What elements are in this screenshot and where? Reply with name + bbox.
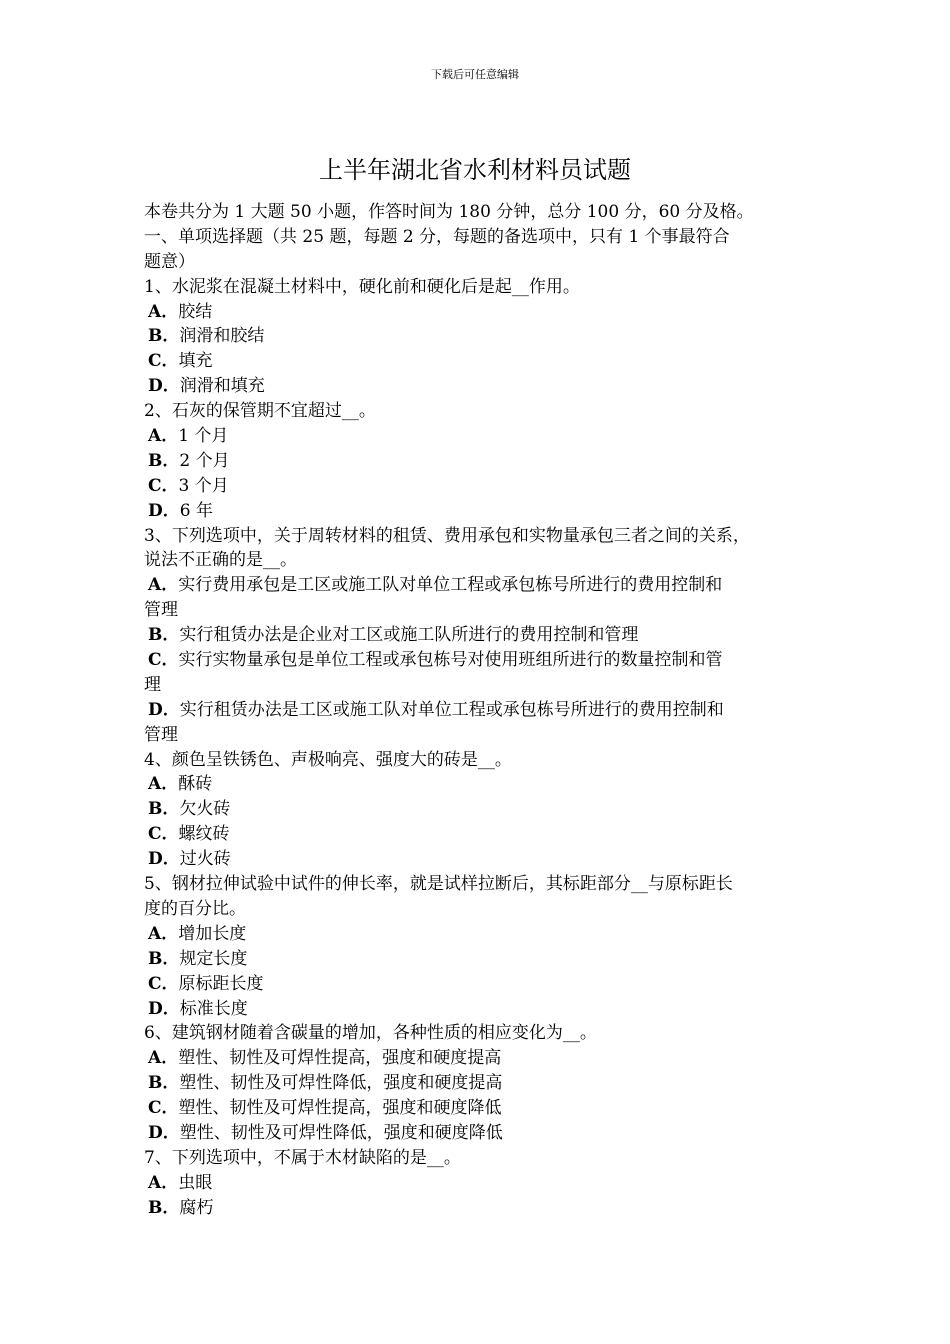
answer-option-continued: 管理 xyxy=(144,724,178,745)
question-text: 1、水泥浆在混凝土材料中，硬化前和硬化后是起__作用。 xyxy=(144,276,580,297)
answer-option xyxy=(144,922,822,947)
answer-option xyxy=(144,499,822,524)
question-text: 度的百分比。 xyxy=(144,898,246,919)
header-note: 下载后可任意编辑 xyxy=(431,68,519,81)
exam-intro: 本卷共分为 1 大题 50 小题，作答时间为 180 分钟，总分 100 分，60 分及格。 xyxy=(144,202,754,222)
option-letter: C． xyxy=(148,824,179,845)
option-letter: A． xyxy=(148,426,179,447)
option-letter: A． xyxy=(148,575,179,596)
option-text: 塑性、韧性及可焊性降低，强度和硬度降低 xyxy=(179,1122,503,1143)
option-letter: D． xyxy=(148,500,180,521)
answer-option xyxy=(144,847,822,872)
option-letter: A． xyxy=(148,301,179,322)
option-text: 塑性、韧性及可焊性提高，强度和硬度降低 xyxy=(178,1098,502,1119)
option-text: 螺纹砖 xyxy=(178,824,230,845)
document-body xyxy=(144,200,822,1221)
question-text: 5、钢材拉伸试验中试件的伸长率，就是试样拉断后，其标距部分__与原标距长 xyxy=(144,874,733,895)
option-text: 实行实物量承包是单位工程或承包栋号对使用班组所进行的数量控制和管 xyxy=(178,650,723,671)
answer-option xyxy=(144,947,822,972)
option-text: 规定长度 xyxy=(179,948,248,969)
question-block xyxy=(144,524,822,748)
answer-option xyxy=(144,300,822,325)
answer-option xyxy=(144,1171,822,1196)
option-text: 实行租赁办法是工区或施工队对单位工程或承包栋号所进行的费用控制和 xyxy=(179,699,724,720)
option-text: 3 个月 xyxy=(178,475,229,496)
option-text: 实行费用承包是工区或施工队对单位工程或承包栋号所进行的费用控制和 xyxy=(178,575,723,596)
answer-option xyxy=(144,424,822,449)
option-text: 6 年 xyxy=(179,500,213,521)
option-letter: C． xyxy=(148,475,179,496)
option-text: 填充 xyxy=(178,351,213,372)
option-text: 酥砖 xyxy=(178,774,213,795)
answer-option-continued: 管理 xyxy=(144,600,178,621)
option-letter: C． xyxy=(148,650,179,671)
answer-option xyxy=(144,1121,822,1146)
answer-option xyxy=(144,374,822,399)
section-heading-line-2: 题意） xyxy=(144,251,195,272)
question-text: 2、石灰的保管期不宜超过__。 xyxy=(144,401,376,422)
answer-option xyxy=(144,1071,822,1096)
answer-option xyxy=(144,648,822,673)
question-block xyxy=(144,1021,822,1145)
option-letter: C． xyxy=(148,1098,179,1119)
option-letter: B． xyxy=(148,948,180,969)
option-letter: C． xyxy=(148,351,179,372)
answer-option xyxy=(144,972,822,997)
answer-option xyxy=(144,772,822,797)
option-text: 塑性、韧性及可焊性降低，强度和硬度提高 xyxy=(179,1073,503,1094)
option-text: 腐朽 xyxy=(179,1197,214,1218)
question-text: 4、颜色呈铁锈色、声极响亮、强度大的砖是__。 xyxy=(144,749,512,770)
answer-option xyxy=(144,1196,822,1221)
option-text: 虫眼 xyxy=(178,1172,213,1193)
answer-option xyxy=(144,1046,822,1071)
option-letter: D． xyxy=(148,1122,180,1143)
option-letter: B． xyxy=(148,1073,180,1094)
option-letter: B． xyxy=(148,1197,180,1218)
answer-option xyxy=(144,573,822,598)
option-letter: B． xyxy=(148,326,180,347)
option-text: 实行租赁办法是企业对工区或施工队所进行的费用控制和管理 xyxy=(179,625,639,646)
option-letter: B． xyxy=(148,450,180,471)
option-letter: A． xyxy=(148,1172,179,1193)
answer-option xyxy=(144,822,822,847)
option-letter: A． xyxy=(148,923,179,944)
answer-option xyxy=(144,797,822,822)
question-text: 6、建筑钢材随着含碳量的增加，各种性质的相应变化为__。 xyxy=(144,1023,597,1044)
option-text: 胶结 xyxy=(178,301,213,322)
question-block xyxy=(144,872,822,1021)
answer-option xyxy=(144,349,822,374)
answer-option xyxy=(144,623,822,648)
question-list xyxy=(144,275,822,1221)
option-text: 增加长度 xyxy=(178,923,247,944)
option-letter: B． xyxy=(148,799,180,820)
answer-option xyxy=(144,698,822,723)
answer-option xyxy=(144,449,822,474)
answer-option xyxy=(144,324,822,349)
option-letter: A． xyxy=(148,1048,179,1069)
answer-option-continued: 理 xyxy=(144,674,161,695)
section-heading-line-1: 一、单项选择题（共 25 题，每题 2 分，每题的备选项中，只有 1 个事最符合 xyxy=(144,226,730,247)
option-letter: D． xyxy=(148,998,180,1019)
option-letter: D． xyxy=(148,699,180,720)
answer-option xyxy=(144,474,822,499)
option-letter: B． xyxy=(148,625,180,646)
option-letter: A． xyxy=(148,774,179,795)
answer-option xyxy=(144,1096,822,1121)
option-letter: C． xyxy=(148,973,179,994)
option-text: 1 个月 xyxy=(178,426,229,447)
question-text: 3、下列选项中，关于周转材料的租赁、费用承包和实物量承包三者之间的关系， xyxy=(144,525,750,546)
option-text: 过火砖 xyxy=(179,849,231,870)
question-block xyxy=(144,399,822,523)
option-text: 标准长度 xyxy=(179,998,248,1019)
question-block xyxy=(144,275,822,399)
option-text: 原标距长度 xyxy=(178,973,264,994)
option-text: 润滑和填充 xyxy=(179,376,265,397)
question-block xyxy=(144,748,822,872)
option-letter: D． xyxy=(148,849,180,870)
option-text: 欠火砖 xyxy=(179,799,231,820)
answer-option xyxy=(144,997,822,1022)
page-title: 上半年湖北省水利材料员试题 xyxy=(319,156,631,184)
option-letter: D． xyxy=(148,376,180,397)
question-block xyxy=(144,1146,822,1221)
question-text: 说法不正确的是__。 xyxy=(144,550,297,571)
option-text: 2 个月 xyxy=(179,450,230,471)
option-text: 润滑和胶结 xyxy=(179,326,265,347)
question-text: 7、下列选项中，不属于木材缺陷的是__。 xyxy=(144,1147,461,1168)
option-text: 塑性、韧性及可焊性提高，强度和硬度提高 xyxy=(178,1048,502,1069)
